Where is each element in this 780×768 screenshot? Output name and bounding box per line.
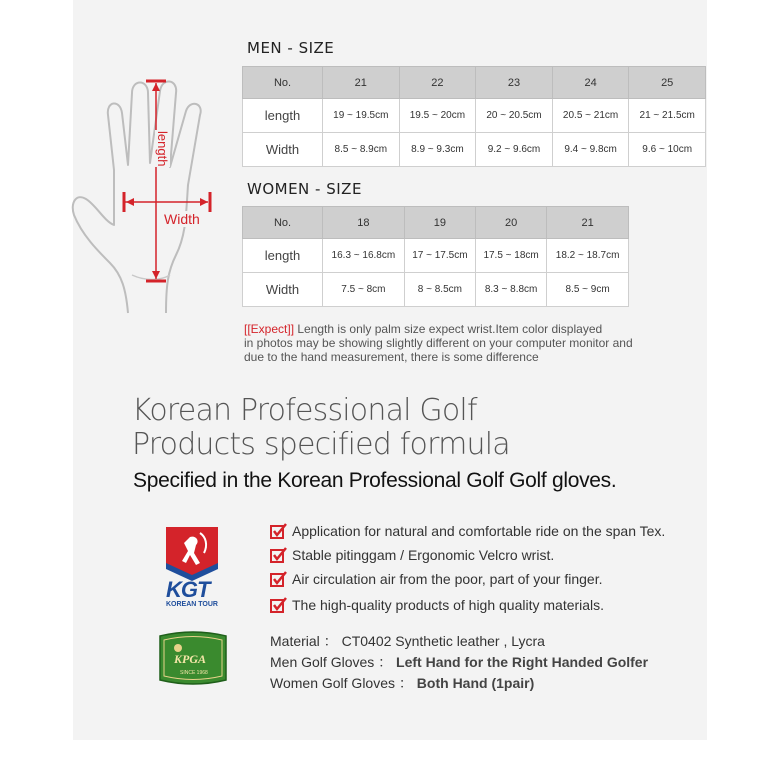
kgt-text: KGT — [166, 577, 210, 602]
header-cell: 21 — [547, 207, 629, 239]
table-cell: 19.5 ~ 20cm — [399, 99, 476, 133]
table-row — [243, 99, 706, 133]
width-label: Width — [164, 211, 200, 227]
kpga-text: KPGA — [174, 652, 207, 666]
header-cell: No. — [243, 67, 323, 99]
checkbox-check-icon — [270, 523, 288, 539]
material-line — [270, 631, 545, 651]
kgt-logo — [160, 523, 226, 613]
feature-text: Stable pitinggam / Ergonomic Velcro wrist. — [292, 547, 555, 563]
heading-line-1: Korean Professional Golf — [132, 393, 477, 428]
subheading: Specified in the Korean Professional Golf Golf gloves. — [133, 469, 617, 492]
header-cell: 22 — [399, 67, 476, 99]
kgt-subtext: KOREAN TOUR — [166, 601, 218, 608]
table-row — [243, 273, 629, 307]
feature-text: Air circulation air from the poor, part of your finger. — [292, 571, 603, 587]
table-row — [243, 133, 706, 167]
feature-item — [270, 547, 554, 563]
row-label: length — [243, 239, 323, 273]
table-cell: 17 ~ 17.5cm — [404, 239, 475, 273]
row-label: Width — [243, 273, 323, 307]
header-cell: No. — [243, 207, 323, 239]
table-cell: 8.3 ~ 8.8cm — [475, 273, 546, 307]
note-line: due to the hand measurement, there is some difference — [244, 350, 539, 364]
table-cell: 18.2 ~ 18.7cm — [547, 239, 629, 273]
table-cell: 9.4 ~ 9.8cm — [552, 133, 629, 167]
header-cell: 25 — [629, 67, 706, 99]
row-label: Width — [243, 133, 323, 167]
kpga-subtext: SINCE 1968 — [180, 670, 208, 676]
expect-tag: [[Expect]] — [244, 322, 295, 336]
men-gloves-value: Left Hand for the Right Handed Golfer — [396, 654, 649, 670]
hand-outline — [73, 81, 201, 313]
note-line: Length is only palm size expect wrist.Item color displayed — [294, 322, 603, 336]
table-cell: 16.3 ~ 16.8cm — [323, 239, 405, 273]
header-cell: 18 — [323, 207, 405, 239]
women-gloves-label: Women Golf Gloves ： — [270, 675, 413, 691]
table-cell: 7.5 ~ 8cm — [323, 273, 405, 307]
men-gloves-label: Men Golf Gloves ： — [270, 654, 393, 670]
note-line: in photos may be showing slightly different on your computer monitor and — [244, 336, 633, 350]
table-cell: 21 ~ 21.5cm — [629, 99, 706, 133]
table-cell: 9.2 ~ 9.6cm — [476, 133, 553, 167]
table-cell: 17.5 ~ 18cm — [475, 239, 546, 273]
feature-item — [270, 597, 604, 613]
women-gloves-line — [270, 673, 534, 693]
feature-item — [270, 571, 602, 587]
table-cell: 8 ~ 8.5cm — [404, 273, 475, 307]
material-value: CT0402 Synthetic leather , Lycra — [341, 633, 545, 649]
table-header-row — [243, 207, 629, 239]
header-cell: 21 — [323, 67, 400, 99]
table-cell: 8.5 ~ 8.9cm — [323, 133, 400, 167]
length-label: length — [155, 131, 170, 167]
men-size-title: MEN - SIZE — [247, 39, 335, 57]
material-label: Material ： — [270, 633, 338, 649]
kpga-logo — [156, 630, 230, 686]
table-cell: 20 ~ 20.5cm — [476, 99, 553, 133]
table-header-row — [243, 67, 706, 99]
women-gloves-value: Both Hand (1pair) — [416, 675, 535, 691]
hand-diagram — [70, 75, 240, 315]
men-gloves-line — [270, 652, 648, 672]
table-row — [243, 239, 629, 273]
checkbox-check-icon — [270, 597, 288, 613]
women-size-table — [242, 206, 629, 307]
table-cell: 9.6 ~ 10cm — [629, 133, 706, 167]
table-cell: 8.5 ~ 9cm — [547, 273, 629, 307]
header-cell: 23 — [476, 67, 553, 99]
expect-note — [244, 322, 694, 364]
checkbox-check-icon — [270, 571, 288, 587]
feature-text: The high-quality products of high quality materials. — [292, 597, 605, 613]
women-size-title: WOMEN - SIZE — [247, 180, 362, 198]
header-cell: 20 — [475, 207, 546, 239]
feature-text: Application for natural and comfortable ride on the span Tex. — [292, 523, 666, 539]
table-cell: 8.9 ~ 9.3cm — [399, 133, 476, 167]
heading-line-2: Products specified formula — [132, 427, 510, 462]
header-cell: 24 — [552, 67, 629, 99]
row-label: length — [243, 99, 323, 133]
header-cell: 19 — [404, 207, 475, 239]
table-cell: 19 ~ 19.5cm — [323, 99, 400, 133]
men-size-table — [242, 66, 706, 167]
checkbox-check-icon — [270, 547, 288, 563]
table-cell: 20.5 ~ 21cm — [552, 99, 629, 133]
feature-item — [270, 523, 665, 539]
